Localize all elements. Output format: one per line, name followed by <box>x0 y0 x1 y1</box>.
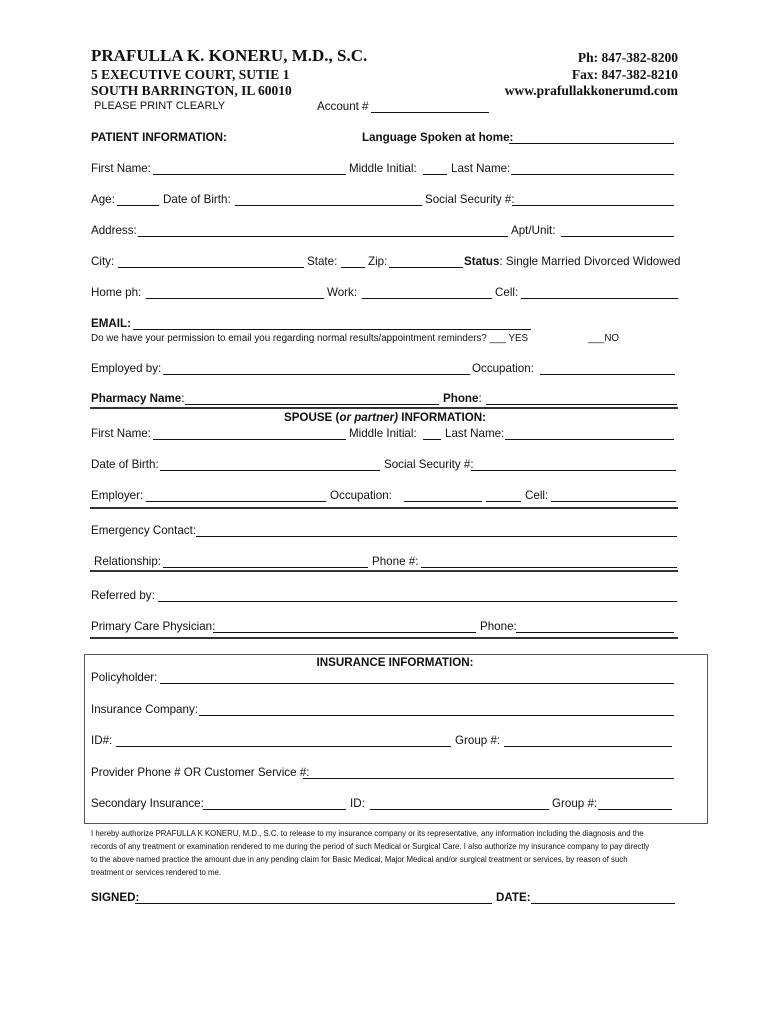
status-label: Status <box>464 255 500 268</box>
patient-age-row <box>91 193 691 209</box>
authorization-line: I hereby authorize PRAFULLA K KONERU, M.D., S.C. to release to my insurance company or its representative, any information including the diagnosis and the <box>91 829 644 838</box>
section-divider <box>90 507 678 509</box>
secondary-id-field[interactable] <box>370 809 549 810</box>
pcp-phone-label: Phone: <box>480 620 517 633</box>
spouse-occupation-field[interactable] <box>404 501 482 502</box>
employment-row <box>91 362 691 378</box>
pcp-field[interactable] <box>213 632 476 633</box>
pharmacy-name-field[interactable] <box>185 404 439 405</box>
practice-phone: Ph: 847-382-8200 <box>577 50 678 65</box>
apt-field[interactable] <box>561 236 674 237</box>
patient-section-title: PATIENT INFORMATION: <box>91 131 227 144</box>
insurance-group-field[interactable] <box>504 746 672 747</box>
dob-label: Date of Birth: <box>163 193 231 206</box>
spouse-section-title: SPOUSE (or partner) INFORMATION: <box>283 411 487 424</box>
spouse-employer-label: Employer: <box>91 489 144 502</box>
pcp-row <box>91 620 691 636</box>
account-field[interactable] <box>371 112 489 113</box>
referred-by-field[interactable] <box>158 601 677 602</box>
ssn-field[interactable] <box>512 205 674 206</box>
secondary-insurance-label: Secondary Insurance: <box>91 797 204 810</box>
email-field[interactable] <box>133 329 531 330</box>
pharmacy-phone-field[interactable] <box>486 404 677 405</box>
insurance-group-label: Group #: <box>455 734 501 747</box>
language-label: Language Spoken at home: <box>362 131 514 144</box>
zip-field[interactable] <box>389 267 463 268</box>
spouse-cell-field[interactable] <box>551 501 676 502</box>
referred-by-label: Referred by: <box>91 589 155 602</box>
spouse-occupation-field-2[interactable] <box>486 501 521 502</box>
spouse-dob-field[interactable] <box>160 470 380 471</box>
relationship-row <box>91 555 691 571</box>
signature-field[interactable] <box>135 903 492 904</box>
policyholder-row <box>91 671 691 687</box>
age-label: Age: <box>91 193 115 206</box>
cell-phone-label: Cell: <box>495 286 519 299</box>
email-permission-question: Do we have your permission to email you regarding normal results/appointment reminders? ___ YES <box>91 333 529 344</box>
first-name-field[interactable] <box>153 174 346 175</box>
insurance-id-field[interactable] <box>116 746 451 747</box>
middle-initial-label: Middle Initial: <box>349 162 417 175</box>
secondary-id-label: ID: <box>350 797 365 810</box>
insurance-id-row <box>91 734 691 750</box>
address-line2: SOUTH BARRINGTON, IL 60010 <box>91 83 292 98</box>
patient-name-row <box>91 162 691 178</box>
spouse-middle-initial-label: Middle Initial: <box>349 427 417 440</box>
patient-address-row <box>91 224 691 240</box>
authorization-line: to the above named practice the amount due in any pending claim for Basic Medical, Major Medical and/or surgical treatment or services, by reason of such <box>91 855 628 864</box>
spouse-first-name-label: First Name: <box>91 427 151 440</box>
spouse-dob-row <box>91 458 691 474</box>
spouse-employer-row <box>91 489 691 505</box>
relationship-field[interactable] <box>163 567 368 568</box>
spouse-last-name-label: Last Name: <box>445 427 505 440</box>
section-divider <box>90 570 678 572</box>
provider-phone-row <box>91 766 691 782</box>
state-label: State: <box>307 255 338 268</box>
emergency-phone-label: Phone #: <box>372 555 419 568</box>
policyholder-field[interactable] <box>160 683 674 684</box>
account-row <box>317 100 497 116</box>
secondary-group-field[interactable] <box>598 809 672 810</box>
dob-field[interactable] <box>235 205 422 206</box>
print-clearly-note: PLEASE PRINT CLEARLY <box>94 100 226 112</box>
last-name-field[interactable] <box>511 174 674 175</box>
provider-phone-label: Provider Phone # OR Customer Service #: <box>91 766 310 779</box>
pharmacy-phone-label: Phone: <box>443 392 482 405</box>
spouse-ssn-field[interactable] <box>471 470 676 471</box>
home-phone-label: Home ph: <box>91 286 142 299</box>
home-phone-field[interactable] <box>146 298 324 299</box>
patient-title-row <box>91 131 691 147</box>
relationship-label: Relationship: <box>94 555 162 568</box>
authorization-line: records of any treatment or examination rendered to me during the period of such Medical or Surgical Care. I also authorize my insurance company to pay directly <box>91 842 650 851</box>
emergency-contact-field[interactable] <box>196 536 677 537</box>
emergency-contact-label: Emergency Contact: <box>91 524 197 537</box>
status-options[interactable]: : Single Married Divorced Widowed <box>499 255 681 268</box>
signed-label: SIGNED: <box>91 891 140 904</box>
provider-phone-field[interactable] <box>303 778 674 779</box>
spouse-first-name-field[interactable] <box>153 439 346 440</box>
address-line1: 5 EXECUTIVE COURT, SUTIE 1 <box>91 67 290 82</box>
authorization-line: treatment or services rendered to me. <box>91 868 222 877</box>
apt-label: Apt/Unit: <box>511 224 556 237</box>
account-label: Account # <box>317 100 369 113</box>
zip-label: Zip: <box>368 255 388 268</box>
occupation-field[interactable] <box>540 374 675 375</box>
age-field[interactable] <box>117 205 159 206</box>
spouse-cell-label: Cell: <box>525 489 549 502</box>
work-phone-label: Work: <box>327 286 358 299</box>
spouse-last-name-field[interactable] <box>505 439 674 440</box>
practice-website: www.prafullakkonerumd.com <box>504 83 678 98</box>
spouse-middle-initial-field[interactable] <box>423 439 441 440</box>
patient-phone-row <box>91 286 691 302</box>
address-field[interactable] <box>138 236 508 237</box>
pcp-label: Primary Care Physician: <box>91 620 216 633</box>
policyholder-label: Policyholder: <box>91 671 158 684</box>
email-no-option[interactable]: ___NO <box>588 333 620 344</box>
employed-by-field[interactable] <box>163 374 470 375</box>
pcp-phone-field[interactable] <box>516 632 674 633</box>
status-row <box>464 255 681 268</box>
last-name-label: Last Name: <box>451 162 511 175</box>
spouse-name-row <box>91 427 691 443</box>
signature-row <box>91 891 691 907</box>
insurance-section-title: INSURANCE INFORMATION: <box>316 656 474 669</box>
spouse-dob-label: Date of Birth: <box>91 458 159 471</box>
insurance-company-label: Insurance Company: <box>91 703 198 716</box>
middle-initial-field[interactable] <box>423 174 447 175</box>
date-label: DATE: <box>496 891 531 904</box>
section-divider <box>90 407 678 409</box>
cell-phone-field[interactable] <box>521 298 678 299</box>
authorization-text <box>91 827 691 879</box>
spouse-ssn-label: Social Security #: <box>384 458 474 471</box>
section-divider <box>90 637 678 639</box>
insurance-company-field[interactable] <box>199 715 674 716</box>
practice-name: PRAFULLA K. KONERU, M.D., S.C. <box>91 46 368 65</box>
insurance-id-label: ID#: <box>91 734 113 747</box>
spouse-employer-field[interactable] <box>146 501 326 502</box>
address-label: Address: <box>91 224 137 237</box>
first-name-label: First Name: <box>91 162 151 175</box>
secondary-insurance-field[interactable] <box>203 809 346 810</box>
insurance-company-row <box>91 703 691 719</box>
patient-city-row <box>91 255 691 271</box>
work-phone-field[interactable] <box>362 298 492 299</box>
email-row <box>91 317 691 333</box>
emergency-phone-field[interactable] <box>421 567 677 568</box>
occupation-label: Occupation: <box>472 362 534 375</box>
email-permission-row <box>91 333 691 349</box>
pharmacy-row <box>91 392 691 408</box>
city-label: City: <box>91 255 115 268</box>
email-label: EMAIL: <box>91 317 131 330</box>
practice-fax: Fax: 847-382-8210 <box>571 67 678 82</box>
pharmacy-label: Pharmacy Name: <box>91 392 185 405</box>
employed-by-label: Employed by: <box>91 362 162 375</box>
secondary-group-label: Group #: <box>552 797 598 810</box>
secondary-insurance-row <box>91 797 691 813</box>
city-field[interactable] <box>118 267 304 268</box>
state-field[interactable] <box>341 267 365 268</box>
language-field[interactable] <box>509 143 674 144</box>
date-field[interactable] <box>531 903 675 904</box>
spouse-occupation-label: Occupation: <box>330 489 392 502</box>
emergency-contact-row <box>91 524 691 540</box>
referred-by-row <box>91 589 691 605</box>
ssn-label: Social Security #: <box>425 193 515 206</box>
